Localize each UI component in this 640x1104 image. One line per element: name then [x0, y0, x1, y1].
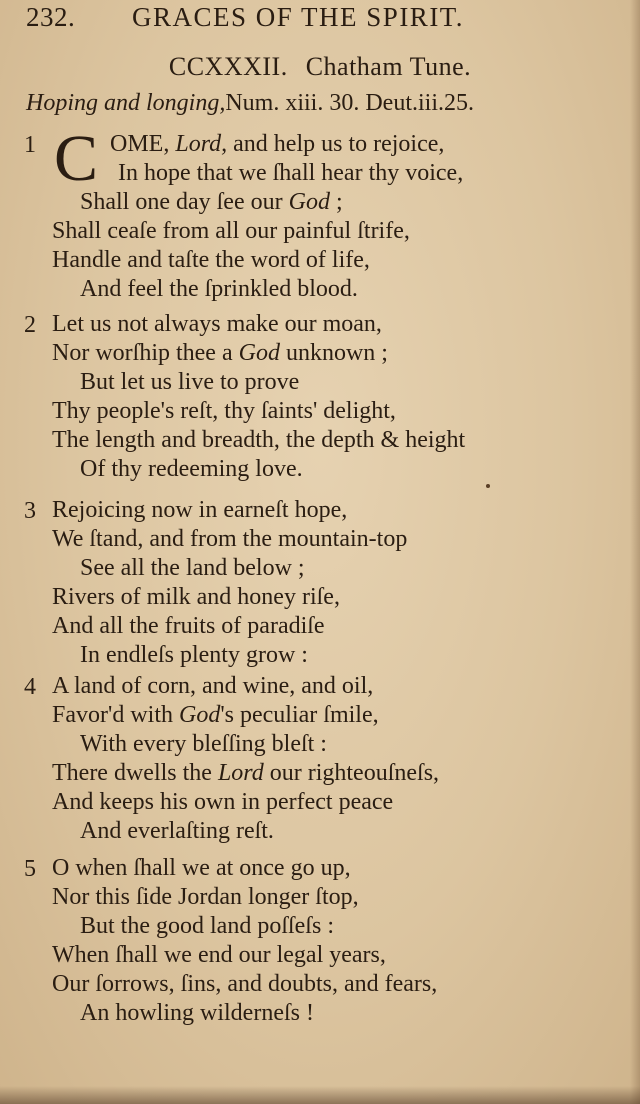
line-text: The length and breadth, the depth & height [52, 427, 466, 453]
line-text: When ſhall we end our legal years, [52, 942, 386, 968]
line-text: Shall ceaſe from all our painful ſtrife, [52, 218, 410, 244]
line-italic-text: God [238, 340, 280, 366]
line-text: In endleſs plenty grow : [80, 642, 308, 668]
line-text: Nor worſhip thee a [52, 340, 239, 366]
verse-line [80, 188, 343, 216]
line-text-continued: unknown ; [279, 340, 388, 366]
page-bottom-shadow [0, 1086, 640, 1104]
line-text-continued: our righteouſneſs, [263, 760, 440, 786]
line-text: Nor this ſide Jordan longer ſtop, [52, 884, 359, 910]
hymn-title [0, 52, 640, 82]
line-text-continued: and help us to rejoice, [227, 131, 445, 157]
ink-speck [486, 484, 490, 488]
line-text: OME, [110, 131, 176, 157]
line-text: And keeps his own in perfect peace [52, 789, 394, 815]
verse-line [52, 612, 325, 640]
line-text: Handle and taſte the word of life, [52, 247, 370, 273]
hymn-tune: Chatham Tune. [305, 52, 472, 81]
verse-number: 1 [24, 132, 36, 158]
page-edge-shadow [630, 0, 640, 1104]
line-text: Favor'd with [52, 702, 179, 728]
verse-line [52, 310, 382, 338]
hymn-number: CCXXXII. [168, 52, 288, 81]
line-text: Let us not always make our moan, [52, 311, 382, 337]
verse-line [52, 426, 465, 454]
verse-line [80, 275, 358, 303]
subject-title: Hoping and longing, [26, 90, 226, 116]
verse-number: 3 [24, 498, 36, 524]
running-head: GRACES OF THE SPIRIT. [132, 2, 465, 32]
verse-line [80, 999, 314, 1027]
line-text: But the good land poſſeſs : [80, 913, 334, 939]
verse-line [52, 788, 393, 816]
verse-line [52, 941, 386, 969]
verse-number: 2 [24, 312, 36, 338]
line-text: In hope that we ſhall hear thy voice, [118, 160, 464, 186]
line-text: Rejoicing now in earneſt hope, [52, 497, 348, 523]
line-text-continued: 's peculiar ſmile, [220, 702, 379, 728]
line-italic-text: God [288, 189, 330, 215]
line-text: Rivers of milk and honey riſe, [52, 584, 340, 610]
verse-line [118, 159, 463, 187]
verse-line [52, 970, 437, 998]
verse-line [52, 701, 379, 729]
verse-line [80, 641, 308, 669]
verse-line [52, 583, 340, 611]
line-text: O when ſhall we at once go up, [52, 855, 351, 881]
line-italic-text: God [178, 702, 221, 728]
line-text: Our ſorrows, ſins, and doubts, and fears, [52, 971, 438, 997]
line-text: A land of corn, and wine, and oil, [52, 673, 374, 699]
page-number: 232. [26, 2, 76, 32]
subject-line [26, 90, 626, 117]
verse-line [80, 368, 299, 396]
verse-line [110, 130, 444, 158]
verse-line [52, 496, 347, 524]
line-text: And all the fruits of paradiſe [52, 613, 325, 639]
line-text: We ſtand, and from the mountain-top [52, 526, 408, 552]
verse-number: 5 [24, 856, 36, 882]
line-text: With every bleſſing bleſt : [80, 731, 327, 757]
verse-line [52, 217, 410, 245]
verse-line [52, 759, 439, 787]
line-text: And feel the ſprinkled blood. [80, 276, 358, 302]
line-text: Shall one day ſee our [80, 189, 289, 215]
verse-line [80, 817, 274, 845]
verse-line [80, 912, 334, 940]
verse-line [80, 455, 303, 483]
verse-line [52, 883, 359, 911]
line-italic-text: Lord, [175, 131, 228, 157]
verse-line [52, 339, 388, 367]
line-italic-text: Lord [217, 760, 264, 786]
verse-line [80, 730, 327, 758]
verse-line [52, 854, 351, 882]
line-text: There dwells the [52, 760, 218, 786]
line-text: But let us live to prove [80, 369, 300, 395]
verse-line [52, 672, 373, 700]
verse-line [52, 397, 396, 425]
verse-line [52, 246, 370, 274]
page-header [26, 2, 616, 36]
line-text-continued: ; [329, 189, 343, 215]
line-text: And everlaſting reſt. [80, 818, 274, 844]
line-text: Of thy redeeming love. [80, 456, 303, 482]
drop-cap: C [54, 122, 99, 195]
verse-number: 4 [24, 674, 36, 700]
verse-line [80, 554, 305, 582]
scripture-reference: Num. xiii. 30. Deut.iii.25. [225, 90, 475, 116]
line-text: Thy people's reſt, thy ſaints' delight, [52, 398, 396, 424]
line-text: See all the land below ; [80, 555, 305, 581]
verse-line [52, 525, 407, 553]
line-text: An howling wilderneſs ! [80, 1000, 314, 1026]
